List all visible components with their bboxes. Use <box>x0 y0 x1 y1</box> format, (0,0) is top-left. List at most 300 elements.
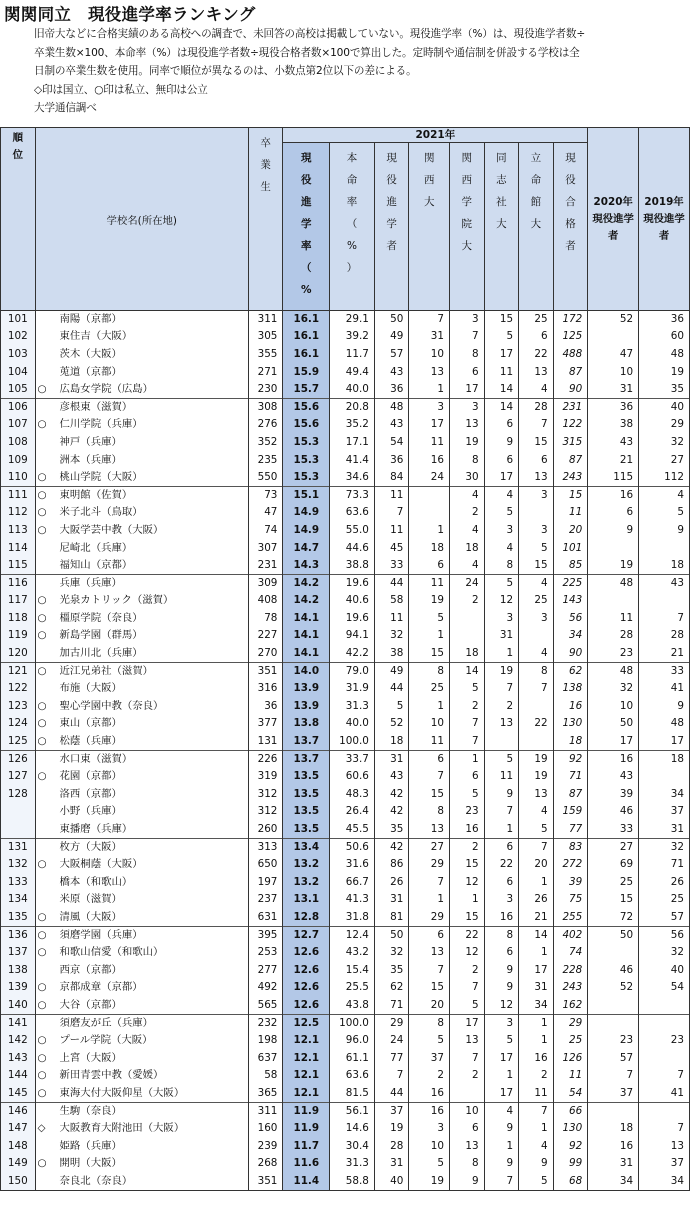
school-name-cell <box>35 328 248 346</box>
table-row <box>1 680 690 698</box>
school-name-cell <box>35 451 248 469</box>
current-passers-cell: 92 <box>553 1137 588 1155</box>
school-name: 西京（京都） <box>59 963 122 976</box>
school-name: 枚方（大阪） <box>59 840 122 853</box>
rank-cell: 147 <box>1 1120 36 1138</box>
header-current-passers: 現 役 合 格 者 <box>553 143 588 311</box>
current-passers-cell: 83 <box>553 838 588 856</box>
total-rate-cell: 50.6 <box>330 838 375 856</box>
total-rate-cell: 15.4 <box>330 961 375 979</box>
current-rate-cell: 13.2 <box>283 874 330 892</box>
school-name-cell <box>35 1102 248 1120</box>
school-name: 南陽（京都） <box>59 313 122 326</box>
current-passers-cell: 20 <box>553 522 588 540</box>
kwansei-cell: 6 <box>450 768 485 786</box>
school-name-cell <box>35 1173 248 1191</box>
total-rate-cell: 41.4 <box>330 451 375 469</box>
current-students-cell: 44 <box>374 680 409 698</box>
school-name-cell <box>35 610 248 628</box>
school-name: 小野（兵庫） <box>59 805 122 818</box>
doshisha-cell: 3 <box>484 891 519 909</box>
y2020-cell <box>588 592 639 610</box>
school-type-mark: ○ <box>37 382 47 395</box>
current-passers-cell: 56 <box>553 610 588 628</box>
graduates-cell: 312 <box>248 786 283 804</box>
kwansei-cell: 1 <box>450 750 485 768</box>
table-row <box>1 1173 690 1191</box>
current-rate-cell: 12.1 <box>283 1085 330 1103</box>
kansai-cell: 29 <box>409 909 450 927</box>
doshisha-cell: 6 <box>484 944 519 962</box>
y2020-cell: 17 <box>588 733 639 751</box>
rank-cell <box>1 803 36 821</box>
table-row <box>1 627 690 645</box>
y2020-cell: 18 <box>588 1120 639 1138</box>
current-students-cell: 62 <box>374 979 409 997</box>
current-rate-cell: 13.2 <box>283 856 330 874</box>
table-row <box>1 504 690 522</box>
current-passers-cell: 66 <box>553 1102 588 1120</box>
doshisha-cell: 3 <box>484 522 519 540</box>
rank-cell: 110 <box>1 469 36 487</box>
graduates-cell: 239 <box>248 1137 283 1155</box>
y2019-cell: 41 <box>639 680 690 698</box>
ritsumeikan-cell: 31 <box>519 979 554 997</box>
kwansei-cell: 13 <box>450 1032 485 1050</box>
current-rate-cell: 14.9 <box>283 522 330 540</box>
table-row <box>1 381 690 399</box>
y2019-cell: 60 <box>639 328 690 346</box>
rank-cell: 140 <box>1 997 36 1015</box>
total-rate-cell: 31.6 <box>330 856 375 874</box>
school-name-cell <box>35 891 248 909</box>
current-students-cell: 19 <box>374 1120 409 1138</box>
y2020-cell: 16 <box>588 750 639 768</box>
graduates-cell: 226 <box>248 750 283 768</box>
doshisha-cell: 31 <box>484 627 519 645</box>
current-students-cell: 11 <box>374 610 409 628</box>
rank-cell: 135 <box>1 909 36 927</box>
total-rate-cell: 40.0 <box>330 715 375 733</box>
school-name: 広島女学院（広島） <box>59 382 154 395</box>
graduates-cell: 198 <box>248 1032 283 1050</box>
current-students-cell: 38 <box>374 645 409 663</box>
kansai-cell: 1 <box>409 891 450 909</box>
header-total-rate: 本 命 率 （ % ） <box>330 143 375 311</box>
kwansei-cell: 15 <box>450 909 485 927</box>
rank-cell: 133 <box>1 874 36 892</box>
school-name-cell <box>35 874 248 892</box>
y2019-cell: 23 <box>639 1032 690 1050</box>
total-rate-cell: 31.9 <box>330 680 375 698</box>
kansai-cell: 6 <box>409 750 450 768</box>
graduates-cell: 305 <box>248 328 283 346</box>
kansai-cell: 1 <box>409 381 450 399</box>
ritsumeikan-cell: 4 <box>519 1137 554 1155</box>
kwansei-cell: 14 <box>450 662 485 680</box>
graduates-cell: 235 <box>248 451 283 469</box>
ritsumeikan-cell: 7 <box>519 1102 554 1120</box>
graduates-cell: 355 <box>248 346 283 364</box>
total-rate-cell: 100.0 <box>330 733 375 751</box>
y2020-cell: 33 <box>588 821 639 839</box>
school-name-cell <box>35 311 248 329</box>
current-students-cell: 43 <box>374 416 409 434</box>
y2020-cell: 37 <box>588 1085 639 1103</box>
kwansei-cell: 7 <box>450 733 485 751</box>
current-students-cell: 50 <box>374 926 409 944</box>
school-name: 茨木（大阪） <box>59 347 122 360</box>
school-name: 和歌山信愛（和歌山） <box>59 946 164 959</box>
y2020-cell: 52 <box>588 311 639 329</box>
rank-cell: 141 <box>1 1014 36 1032</box>
rank-cell: 127 <box>1 768 36 786</box>
graduates-cell: 316 <box>248 680 283 698</box>
school-name: 聖心学園中教（奈良） <box>59 699 164 712</box>
doshisha-cell: 14 <box>484 381 519 399</box>
y2020-cell: 10 <box>588 698 639 716</box>
kansai-cell: 24 <box>409 469 450 487</box>
y2019-cell: 34 <box>639 786 690 804</box>
ritsumeikan-cell: 20 <box>519 856 554 874</box>
kwansei-cell: 4 <box>450 557 485 575</box>
rank-cell: 125 <box>1 733 36 751</box>
ritsumeikan-cell: 13 <box>519 363 554 381</box>
table-row <box>1 328 690 346</box>
school-name-cell <box>35 522 248 540</box>
doshisha-cell: 1 <box>484 1067 519 1085</box>
y2020-cell: 115 <box>588 469 639 487</box>
ritsumeikan-cell: 21 <box>519 909 554 927</box>
kansai-cell: 6 <box>409 557 450 575</box>
total-rate-cell: 45.5 <box>330 821 375 839</box>
school-type-mark: ○ <box>37 1034 47 1047</box>
current-students-cell: 32 <box>374 944 409 962</box>
table-row <box>1 592 690 610</box>
current-rate-cell: 15.3 <box>283 451 330 469</box>
kwansei-cell: 15 <box>450 856 485 874</box>
current-passers-cell: 101 <box>553 539 588 557</box>
table-row <box>1 1067 690 1085</box>
y2019-cell: 43 <box>639 574 690 592</box>
y2020-cell: 46 <box>588 803 639 821</box>
school-name: 彦根東（滋賀） <box>59 401 133 414</box>
table-row <box>1 926 690 944</box>
doshisha-cell <box>484 733 519 751</box>
school-name-cell <box>35 346 248 364</box>
table-row <box>1 1137 690 1155</box>
doshisha-cell: 8 <box>484 926 519 944</box>
rank-cell: 107 <box>1 416 36 434</box>
school-name: 橿原学院（奈良） <box>59 611 143 624</box>
rank-cell: 102 <box>1 328 36 346</box>
current-passers-cell: 162 <box>553 997 588 1015</box>
kwansei-cell: 8 <box>450 1155 485 1173</box>
total-rate-cell: 33.7 <box>330 750 375 768</box>
graduates-cell: 565 <box>248 997 283 1015</box>
kwansei-cell: 3 <box>450 398 485 416</box>
current-rate-cell: 12.6 <box>283 979 330 997</box>
school-name-cell <box>35 979 248 997</box>
current-students-cell: 35 <box>374 961 409 979</box>
current-rate-cell: 13.5 <box>283 803 330 821</box>
y2020-cell: 69 <box>588 856 639 874</box>
graduates-cell: 47 <box>248 504 283 522</box>
doshisha-cell: 5 <box>484 504 519 522</box>
school-type-mark: ○ <box>37 981 47 994</box>
y2019-cell: 9 <box>639 698 690 716</box>
total-rate-cell: 19.6 <box>330 574 375 592</box>
y2019-cell <box>639 539 690 557</box>
y2019-cell: 18 <box>639 750 690 768</box>
current-students-cell: 11 <box>374 522 409 540</box>
current-passers-cell: 29 <box>553 1014 588 1032</box>
kwansei-cell: 16 <box>450 821 485 839</box>
doshisha-cell: 4 <box>484 539 519 557</box>
header-kansai: 関 西 大 <box>409 143 450 311</box>
ritsumeikan-cell: 4 <box>519 381 554 399</box>
doshisha-cell: 7 <box>484 803 519 821</box>
kwansei-cell: 10 <box>450 1102 485 1120</box>
total-rate-cell: 25.5 <box>330 979 375 997</box>
y2020-cell: 16 <box>588 486 639 504</box>
y2019-cell <box>639 768 690 786</box>
current-students-cell: 32 <box>374 627 409 645</box>
current-passers-cell: 130 <box>553 715 588 733</box>
kwansei-cell: 2 <box>450 592 485 610</box>
school-name-cell <box>35 592 248 610</box>
school-name: 東山（京都） <box>59 717 122 730</box>
rank-cell: 113 <box>1 522 36 540</box>
school-name: 大阪桐蔭（大阪） <box>59 858 143 871</box>
y2019-cell: 35 <box>639 381 690 399</box>
school-name: 加古川北（兵庫） <box>59 646 143 659</box>
school-name: 生駒（奈良） <box>59 1104 122 1117</box>
current-passers-cell: 122 <box>553 416 588 434</box>
total-rate-cell: 39.2 <box>330 328 375 346</box>
current-passers-cell: 90 <box>553 381 588 399</box>
table-row <box>1 311 690 329</box>
current-rate-cell: 13.7 <box>283 733 330 751</box>
school-type-mark: ○ <box>37 470 47 483</box>
kansai-cell: 13 <box>409 944 450 962</box>
y2020-cell: 47 <box>588 346 639 364</box>
total-rate-cell: 34.6 <box>330 469 375 487</box>
current-rate-cell: 13.4 <box>283 838 330 856</box>
current-rate-cell: 11.7 <box>283 1137 330 1155</box>
current-students-cell: 54 <box>374 434 409 452</box>
kansai-cell: 20 <box>409 997 450 1015</box>
kwansei-cell: 4 <box>450 522 485 540</box>
table-row <box>1 715 690 733</box>
current-students-cell: 35 <box>374 821 409 839</box>
kansai-cell: 15 <box>409 979 450 997</box>
ritsumeikan-cell: 6 <box>519 451 554 469</box>
graduates-cell: 408 <box>248 592 283 610</box>
current-rate-cell: 11.4 <box>283 1173 330 1191</box>
total-rate-cell: 63.6 <box>330 1067 375 1085</box>
current-passers-cell: 16 <box>553 698 588 716</box>
current-rate-cell: 16.1 <box>283 346 330 364</box>
rank-cell: 103 <box>1 346 36 364</box>
current-passers-cell: 159 <box>553 803 588 821</box>
y2020-cell: 21 <box>588 451 639 469</box>
total-rate-cell: 31.8 <box>330 909 375 927</box>
school-type-mark: ○ <box>37 594 47 607</box>
doshisha-cell: 1 <box>484 645 519 663</box>
school-name-cell <box>35 680 248 698</box>
total-rate-cell: 81.5 <box>330 1085 375 1103</box>
total-rate-cell: 40.6 <box>330 592 375 610</box>
school-name: 橋本（和歌山） <box>59 875 133 888</box>
kansai-cell: 31 <box>409 328 450 346</box>
school-name: 京都成章（京都） <box>59 981 143 994</box>
y2019-cell <box>639 1014 690 1032</box>
table-row <box>1 997 690 1015</box>
y2019-cell: 18 <box>639 557 690 575</box>
kansai-cell: 1 <box>409 522 450 540</box>
y2019-cell: 21 <box>639 645 690 663</box>
doshisha-cell: 15 <box>484 311 519 329</box>
table-row <box>1 398 690 416</box>
ritsumeikan-cell: 7 <box>519 416 554 434</box>
ritsumeikan-cell: 5 <box>519 539 554 557</box>
kwansei-cell: 2 <box>450 838 485 856</box>
current-students-cell: 57 <box>374 346 409 364</box>
school-name-cell <box>35 926 248 944</box>
y2020-cell: 19 <box>588 557 639 575</box>
current-rate-cell: 12.1 <box>283 1067 330 1085</box>
kwansei-cell: 5 <box>450 786 485 804</box>
current-students-cell: 7 <box>374 504 409 522</box>
kwansei-cell: 7 <box>450 328 485 346</box>
kwansei-cell: 17 <box>450 1014 485 1032</box>
current-rate-cell: 15.9 <box>283 363 330 381</box>
school-type-mark: ○ <box>37 734 47 747</box>
header-current-students: 現 役 進 学 者 <box>374 143 409 311</box>
y2019-cell: 56 <box>639 926 690 944</box>
y2020-cell: 50 <box>588 926 639 944</box>
ritsumeikan-cell: 19 <box>519 750 554 768</box>
y2019-cell: 36 <box>639 311 690 329</box>
rank-cell: 118 <box>1 610 36 628</box>
school-name: 上宮（大阪） <box>59 1051 122 1064</box>
school-type-mark: ○ <box>37 418 47 431</box>
table-row <box>1 434 690 452</box>
table-row <box>1 574 690 592</box>
graduates-cell: 276 <box>248 416 283 434</box>
description <box>34 25 686 118</box>
school-name: 大阪教育大附池田（大阪） <box>59 1122 185 1135</box>
kwansei-cell: 5 <box>450 997 485 1015</box>
rank-cell: 123 <box>1 698 36 716</box>
total-rate-cell: 30.4 <box>330 1137 375 1155</box>
current-students-cell: 24 <box>374 1032 409 1050</box>
current-rate-cell: 14.1 <box>283 627 330 645</box>
rank-cell: 142 <box>1 1032 36 1050</box>
kwansei-cell: 30 <box>450 469 485 487</box>
rank-cell: 138 <box>1 961 36 979</box>
school-type-mark: ○ <box>37 998 47 1011</box>
y2019-cell: 26 <box>639 874 690 892</box>
kansai-cell: 7 <box>409 311 450 329</box>
current-rate-cell: 16.1 <box>283 311 330 329</box>
y2019-cell: 54 <box>639 979 690 997</box>
kansai-cell: 19 <box>409 592 450 610</box>
page-title: 関関同立 現役進学率ランキング <box>4 5 256 24</box>
ritsumeikan-cell <box>519 504 554 522</box>
school-name: 東明館（佐賀） <box>59 488 133 501</box>
current-rate-cell: 13.5 <box>283 786 330 804</box>
current-rate-cell: 12.6 <box>283 944 330 962</box>
school-name-cell <box>35 574 248 592</box>
rank-cell: 115 <box>1 557 36 575</box>
doshisha-cell: 6 <box>484 838 519 856</box>
doshisha-cell: 5 <box>484 750 519 768</box>
graduates-cell: 650 <box>248 856 283 874</box>
kwansei-cell <box>450 610 485 628</box>
y2019-cell: 19 <box>639 363 690 381</box>
rank-cell: 149 <box>1 1155 36 1173</box>
current-students-cell: 26 <box>374 874 409 892</box>
school-type-mark: ○ <box>37 1157 47 1170</box>
kansai-cell: 7 <box>409 961 450 979</box>
y2020-cell: 72 <box>588 909 639 927</box>
y2019-cell: 7 <box>639 610 690 628</box>
current-passers-cell: 125 <box>553 328 588 346</box>
y2020-cell: 31 <box>588 1155 639 1173</box>
kansai-cell: 19 <box>409 1173 450 1191</box>
table-row <box>1 469 690 487</box>
school-type-mark: ○ <box>37 858 47 871</box>
total-rate-cell: 41.3 <box>330 891 375 909</box>
header-ritsumeikan: 立 命 館 大 <box>519 143 554 311</box>
current-rate-cell: 14.3 <box>283 557 330 575</box>
school-type-mark: ○ <box>37 1069 47 1082</box>
school-type-mark: ○ <box>37 523 47 536</box>
current-rate-cell: 12.6 <box>283 997 330 1015</box>
graduates-cell: 268 <box>248 1155 283 1173</box>
graduates-cell: 312 <box>248 803 283 821</box>
school-name-cell <box>35 1014 248 1032</box>
ritsumeikan-cell: 3 <box>519 486 554 504</box>
table-row <box>1 451 690 469</box>
kwansei-cell: 22 <box>450 926 485 944</box>
school-name-cell <box>35 1085 248 1103</box>
graduates-cell: 78 <box>248 610 283 628</box>
current-rate-cell: 15.3 <box>283 469 330 487</box>
current-students-cell: 81 <box>374 909 409 927</box>
table-row <box>1 874 690 892</box>
kwansei-cell <box>450 1085 485 1103</box>
table-row <box>1 821 690 839</box>
y2019-cell: 7 <box>639 1067 690 1085</box>
current-students-cell: 86 <box>374 856 409 874</box>
kansai-cell <box>409 504 450 522</box>
school-name: 東播磨（兵庫） <box>59 822 133 835</box>
current-rate-cell: 13.9 <box>283 698 330 716</box>
kansai-cell: 29 <box>409 856 450 874</box>
y2020-cell: 57 <box>588 1049 639 1067</box>
rank-cell: 117 <box>1 592 36 610</box>
ritsumeikan-cell: 13 <box>519 786 554 804</box>
graduates-cell: 73 <box>248 486 283 504</box>
current-passers-cell: 231 <box>553 398 588 416</box>
y2020-cell: 10 <box>588 363 639 381</box>
current-students-cell: 48 <box>374 398 409 416</box>
current-rate-cell: 13.8 <box>283 715 330 733</box>
school-name-cell <box>35 539 248 557</box>
